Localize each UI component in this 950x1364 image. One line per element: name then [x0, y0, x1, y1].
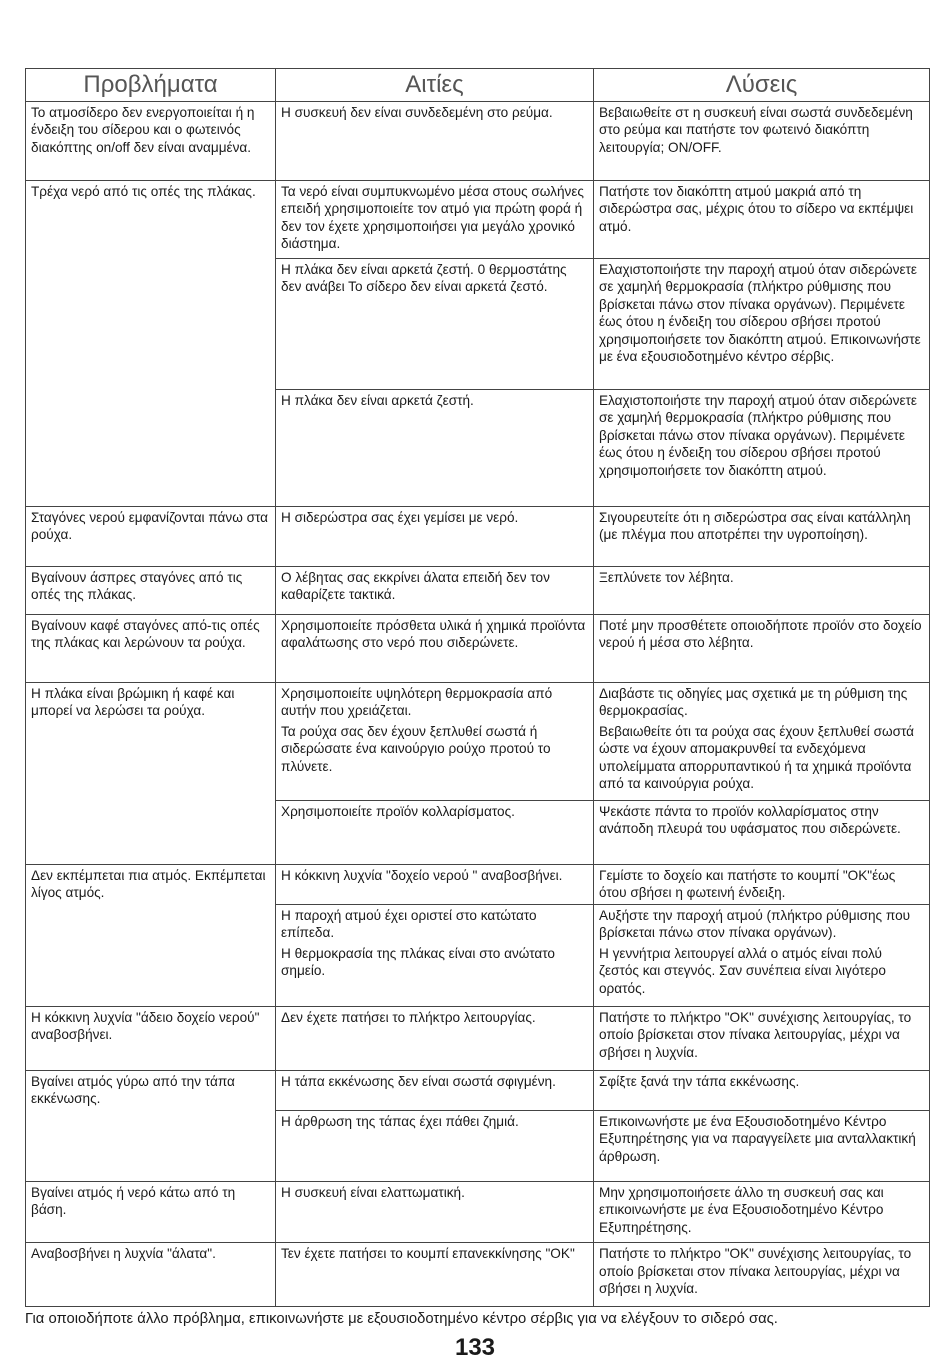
solution-cell: Επικοινωνήστε με ένα Εξουσιοδοτημένο Κέντρο Εξυπηρέτησης για να παραγγείλετε μια ανταλλακτική άρθρωση. [594, 1111, 930, 1182]
cause-cell: Η συσκευή είναι ελαττωματική. [276, 1182, 594, 1243]
problem-cell: Σταγόνες νερού εμφανίζονται πάνω στα ρούχα. [26, 507, 276, 567]
cause-cell: Η τάπα εκκένωσης δεν είναι σωστά σφιγμένη. [276, 1071, 594, 1111]
header-problems: Προβλήματα [26, 69, 276, 102]
solution-text: Η γεννήτρια λειτουργεί αλλά ο ατμός είναι πολύ ζεστός και στεγνός. Σαν συνέπεια είναι λιγότερο ορατός. [599, 945, 886, 996]
cause-cell: Η σιδερώστρα σας έχει γεμίσει με νερό. [276, 507, 594, 567]
table-row [26, 615, 930, 683]
table-row [26, 683, 930, 801]
cause-cell: Τεν έχετε πατήσει το κουμπί επανεκκίνησης "ΟΚ" [276, 1243, 594, 1307]
cause-text: Χρησιμοποιείτε υψηλότερη θερμοκρασία από αυτήν που χρειάζεται. [281, 686, 553, 719]
solution-cell: Ποτέ μην προσθέτετε οποιοδήποτε προϊόν στο δοχείο νερού ή μέσα στο λέβητα. [594, 615, 930, 683]
solution-text: Βεβαιωθείτε ότι τα ρούχα σας έχουν ξεπλυθεί σωστά ώστε να έχουν απομακρυνθεί τα ενδεχόμενα υπολείμματα απορρυπαντικού ή τα χημικά προϊόντα από τα καινούργια ρούχα. [599, 723, 915, 792]
cause-cell: Η συσκευή δεν είναι συνδεδεμένη στο ρεύμα. [276, 102, 594, 181]
solution-cell: Μην χρησιμοποιήσετε άλλο τη συσκευή σας και επικοινωνήστε με ένα Εξουσιοδοτημένο Κέντρο Εξυπηρέτησης. [594, 1182, 930, 1243]
table-row [26, 1071, 930, 1111]
cause-cell: Η πλάκα δεν είναι αρκετά ζεστή. [276, 390, 594, 507]
cause-cell: Χρησιμοποιείτε πρόσθετα υλικά ή χημικά προϊόντα αφαλάτωσης στο νερό που σιδερώνετε. [276, 615, 594, 683]
header-causes: Αιτίες [276, 69, 594, 102]
table-row [26, 181, 930, 259]
cause-cell: Η πλάκα δεν είναι αρκετά ζεστή. 0 θερμοστάτης δεν ανάβει Το σίδερο δεν είναι αρκετά ζεστό. [276, 259, 594, 390]
solution-cell: Ξεπλύνετε τον λέβητα. [594, 567, 930, 615]
problem-cell: Τρέχα νερό από τις οπές της πλάκας. [26, 181, 276, 507]
problem-cell: Βγαίνουν καφέ σταγόνες από-τις οπές της πλάκας και λερώνουν τα ρούχα. [26, 615, 276, 683]
solution-cell: Πατήστε το πλήκτρο "ΟΚ" συνέχισης λειτουργίας, το οποίο βρίσκεται στον πίνακα λειτουργίας, μέχρι να σβήσει η λυχνία. [594, 1243, 930, 1307]
cause-text: Η παροχή ατμού έχει οριστεί στο κατώτατο επίπεδα. [281, 908, 537, 941]
solution-cell: Βεβαιωθείτε στ η συσκευή είναι σωστά συνδεδεμένη στο ρεύμα και πατήστε τον φωτεινό διακόπτη λειτουργία; ON/OFF. [594, 102, 930, 181]
troubleshooting-table-container [25, 68, 929, 1307]
footer-note: Για οποιοδήποτε άλλο πρόβλημα, επικοινωνήστε με εξουσιοδοτημένο κέντρο σέρβις για να ελέγξουν το σιδερό σας. [25, 1311, 778, 1327]
cause-cell [276, 683, 594, 801]
cause-cell: Τα νερό είναι συμπυκνωμένο μέσα στους σωλήνες επειδή χρησιμοποιείτε τον ατμό για πρώτη φορά ή δεν τον έχετε χρησιμοποιήσει για μεγάλο χρονικό διάστημα. [276, 181, 594, 259]
solution-cell: Πατήστε το πλήκτρο "ΟΚ" συνέχισης λειτουργίας, το οποίο βρίσκεται στον πίνακα λειτουργίας, μέχρι να σβήσει η λυχνία. [594, 1007, 930, 1071]
page-number: 133 [454, 1334, 496, 1361]
table-header-row [26, 69, 930, 102]
problem-cell: Βγαίνει ατμός ή νερό κάτω από τη βάση. [26, 1182, 276, 1243]
table-row [26, 1182, 930, 1243]
troubleshooting-table [25, 68, 930, 1307]
problem-cell: Η κόκκινη λυχνία "άδειο δοχείο νερού" αναβοσβήνει. [26, 1007, 276, 1071]
problem-cell: Βγαίνει ατμός γύρω από την τάπα εκκένωσης. [26, 1071, 276, 1182]
cause-cell: Η άρθρωση της τάπας έχει πάθει ζημιά. [276, 1111, 594, 1182]
solution-cell: Σιγουρευτείτε ότι η σιδερώστρα σας είναι κατάλληλη (με πλέγμα που αποτρέπει την υγροποίηση). [594, 507, 930, 567]
solution-text: Διαβάστε τις οδηγίες μας σχετικά με τη ρύθμιση της θερμοκρασίας. [599, 686, 908, 719]
cause-text: Τα ρούχα σας δεν έχουν ξεπλυθεί σωστά ή σιδερώσατε ένα καινούργιο ρούχο προτού το πλύνετε. [281, 723, 551, 774]
cause-cell: Δεν έχετε πατήσει το πλήκτρο λειτουργίας. [276, 1007, 594, 1071]
solution-cell [594, 905, 930, 1007]
solution-cell: Ελαχιστοποιήστε την παροχή ατμού όταν σιδερώνετε σε χαμηλή θερμοκρασία (πλήκτρο ρύθμισης που βρίσκεται πάνω στον πίνακα οργάνων). Περιμένετε έως ότου η ένδειξη του σίδερου σβήσει προτού χρησιμοποιήσετε τον διακόπτη ατμού. [594, 390, 930, 507]
cause-cell: Χρησιμοποιείτε προϊόν κολλαρίσματος. [276, 801, 594, 865]
cause-text: Η θερμοκρασία της πλάκας είναι στο ανώτατο σημείο. [281, 945, 555, 979]
solution-cell: Σφίξτε ξανά την τάπα εκκένωσης. [594, 1071, 930, 1111]
problem-cell: Αναβοσβήνει η λυχνία "άλατα". [26, 1243, 276, 1307]
solution-cell: Ψεκάστε πάντα το προϊόν κολλαρίσματος στην ανάποδη πλευρά του υφάσματος που σιδερώνετε. [594, 801, 930, 865]
problem-cell: Δεν εκπέμπεται πια ατμός. Εκπέμπεται λίγος ατμός. [26, 865, 276, 1007]
problem-cell: Η πλάκα είναι βρώμικη ή καφέ και μπορεί να λερώσει τα ρούχα. [26, 683, 276, 865]
solution-cell [594, 683, 930, 801]
solution-cell: Ελαχιστοποιήστε την παροχή ατμού όταν σιδερώνετε σε χαμηλή θερμοκρασία (πλήκτρο ρύθμισης που βρίσκεται πάνω στον πίνακα οργάνων). Περιμένετε έως ότου η ένδειξη του σίδερου σβήσει προτού χρησιμοποιήσετε τον διακόπτη ατμού. Επικοινωνήστε με ένα εξουσιοδοτημένο κέντρο σέρβις. [594, 259, 930, 390]
problem-cell: Το ατμοσίδερο δεν ενεργοποιείται ή η ένδειξη του σίδερου και ο φωτεινός διακόπτης on/off δεν είναι αναμμένα. [26, 102, 276, 181]
solution-text: Αυξήστε την παροχή ατμού (πλήκτρο ρύθμισης που βρίσκεται πάνω στον πίνακα οργάνων). [599, 908, 911, 941]
cause-cell: Ο λέβητας σας εκκρίνει άλατα επειδή δεν τον καθαρίζετε τακτικά. [276, 567, 594, 615]
table-row [26, 1007, 930, 1071]
cause-cell [276, 905, 594, 1007]
table-row [26, 507, 930, 567]
problem-cell: Βγαίνουν άσπρες σταγόνες από τις οπές της πλάκας. [26, 567, 276, 615]
table-row [26, 1243, 930, 1307]
cause-cell: Η κόκκινη λυχνία "δοχείο νερού " αναβοσβήνει. [276, 865, 594, 905]
table-row [26, 567, 930, 615]
solution-cell: Πατήστε τον διακόπτη ατμού μακριά από τη σιδερώστρα σας, μέχρις ότου το σίδερο να εκπέμψει ατμό. [594, 181, 930, 259]
table-row [26, 102, 930, 181]
header-solutions: Λύσεις [594, 69, 930, 102]
solution-cell: Γεμίστε το δοχείο και πατήστε το κουμπί "ΟΚ"έως ότου σβήσει η φωτεινή ένδειξη. [594, 865, 930, 905]
table-row [26, 865, 930, 905]
